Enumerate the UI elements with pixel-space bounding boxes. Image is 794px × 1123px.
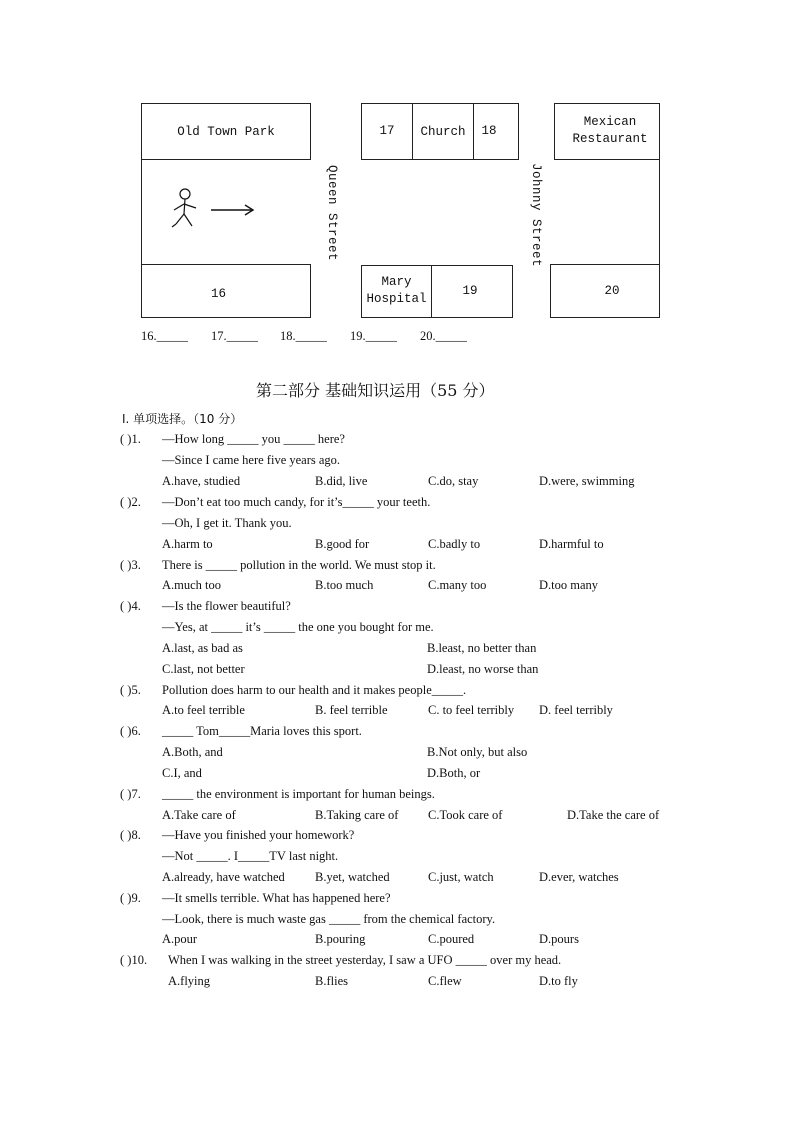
queen-street-label: Queen Street [325,165,339,262]
option-d[interactable]: D.pours [539,932,579,946]
answer-bracket[interactable]: ( )10. [120,953,148,967]
option-b[interactable]: B.pouring [315,932,366,946]
question-stem: There is _____ pollution in the world. We must stop it. [162,558,436,572]
answer-bracket[interactable]: ( )5. [120,683,141,697]
old-town-park-label: Old Town Park [177,125,275,139]
option-c[interactable]: C.poured [428,932,475,946]
left-road-edge [141,159,142,265]
option-c[interactable]: C.Took care of [428,808,503,822]
answer-bracket[interactable]: ( )4. [120,599,141,613]
answer-bracket[interactable]: ( )8. [120,828,141,842]
option-d[interactable]: D.ever, watches [539,870,619,884]
option-b[interactable]: B.too much [315,578,374,592]
question-stem: —How long _____ you _____ here? [162,432,345,446]
option-a[interactable]: A.Take care of [162,808,236,822]
church-label: Church [420,125,466,139]
question-stem: —Is the flower beautiful? [162,599,291,613]
question-stem: When I was walking in the street yesterday, I saw a UFO _____ over my head. [168,953,562,967]
johnny-street-label: Johnny Street [529,163,543,268]
option-a[interactable]: A.to feel terrible [162,703,245,717]
answer-bracket[interactable]: ( )3. [120,558,141,572]
option-a[interactable]: A.flying [168,974,211,988]
option-d[interactable]: D.were, swimming [539,474,635,488]
mexican-restaurant-label-line1: Mexican [583,115,637,129]
answer-bracket[interactable]: ( )7. [120,787,141,801]
question-stem: _____ the environment is important for human beings. [162,787,435,801]
building-17-label: 17 [379,124,395,138]
mary-hospital-label-line2: Hospital [366,292,427,306]
option-a[interactable]: A.last, as bad as [162,641,243,655]
option-b[interactable]: B.yet, watched [315,870,390,884]
question-stem: —Don’t eat too much candy, for it’s_____ your teeth. [162,495,431,509]
option-c[interactable]: C.badly to [428,537,481,551]
question-reply: —Not _____. I_____TV last night. [162,849,339,863]
question-stem: _____ Tom_____Maria loves this sport. [162,724,362,738]
option-a[interactable]: A.have, studied [162,474,241,488]
option-d[interactable]: D.least, no worse than [427,662,539,676]
option-a[interactable]: A.pour [162,932,198,946]
direction-arrow-icon [210,204,256,216]
question-stem: —Have you finished your homework? [162,828,355,842]
option-c[interactable]: C.many too [428,578,487,592]
option-d[interactable]: D.harmful to [539,537,604,551]
option-b[interactable]: B. feel terrible [315,703,388,717]
answer-bracket[interactable]: ( )1. [120,432,141,446]
answer-bracket[interactable]: ( )6. [120,724,141,738]
option-c[interactable]: C. to feel terribly [428,703,515,717]
option-b[interactable]: B.Taking care of [315,808,399,822]
option-c[interactable]: C.I, and [162,766,202,780]
option-b[interactable]: B.flies [315,974,348,988]
option-d[interactable]: D.Both, or [427,766,481,780]
option-b[interactable]: B.did, live [315,474,368,488]
option-c[interactable]: C.flew [428,974,462,988]
walking-person-icon [170,188,200,230]
option-c[interactable]: C.just, watch [428,870,494,884]
question-reply: —Since I came here five years ago. [162,453,341,467]
option-d[interactable]: D. feel terribly [539,703,613,717]
mary-hospital-label-line1: Mary [381,275,412,289]
option-a[interactable]: A.Both, and [162,745,223,759]
building-20-label: 20 [604,284,620,298]
subsection-title: Ⅰ. 单项选择。（10 分） [122,412,243,426]
option-c[interactable]: C.do, stay [428,474,479,488]
mexican-restaurant-label-line2: Restaurant [572,132,648,146]
answer-blank-20[interactable]: 20._____ [420,329,467,343]
answer-bracket[interactable]: ( )9. [120,891,141,905]
question-stem: —It smells terrible. What has happened here? [162,891,391,905]
question-reply: —Oh, I get it. Thank you. [162,516,292,530]
question-reply: —Yes, at _____ it’s _____ the one you bought for me. [162,620,434,634]
section-title: 第二部分 基础知识运用（55 分） [256,381,495,400]
option-b[interactable]: B.least, no better than [427,641,537,655]
building-19-label: 19 [462,284,478,298]
option-d[interactable]: D.Take the care of [567,808,660,822]
right-road-edge [659,159,660,265]
question-reply: —Look, there is much waste gas _____ from the chemical factory. [162,912,496,926]
option-c[interactable]: C.last, not better [162,662,245,676]
answer-blank-17[interactable]: 17._____ [211,329,258,343]
answer-blank-18[interactable]: 18._____ [280,329,327,343]
answer-bracket[interactable]: ( )2. [120,495,141,509]
option-b[interactable]: B.Not only, but also [427,745,528,759]
question-stem: Pollution does harm to our health and it makes people_____. [162,683,467,697]
option-b[interactable]: B.good for [315,537,370,551]
building-18-label: 18 [481,124,497,138]
building-16-label: 16 [210,287,226,301]
option-a[interactable]: A.harm to [162,537,213,551]
option-d[interactable]: D.too many [539,578,599,592]
option-a[interactable]: A.much too [162,578,222,592]
option-a[interactable]: A.already, have watched [162,870,285,884]
option-d[interactable]: D.to fly [539,974,578,988]
answer-blank-19[interactable]: 19._____ [350,329,397,343]
answer-blank-16[interactable]: 16._____ [141,329,188,343]
